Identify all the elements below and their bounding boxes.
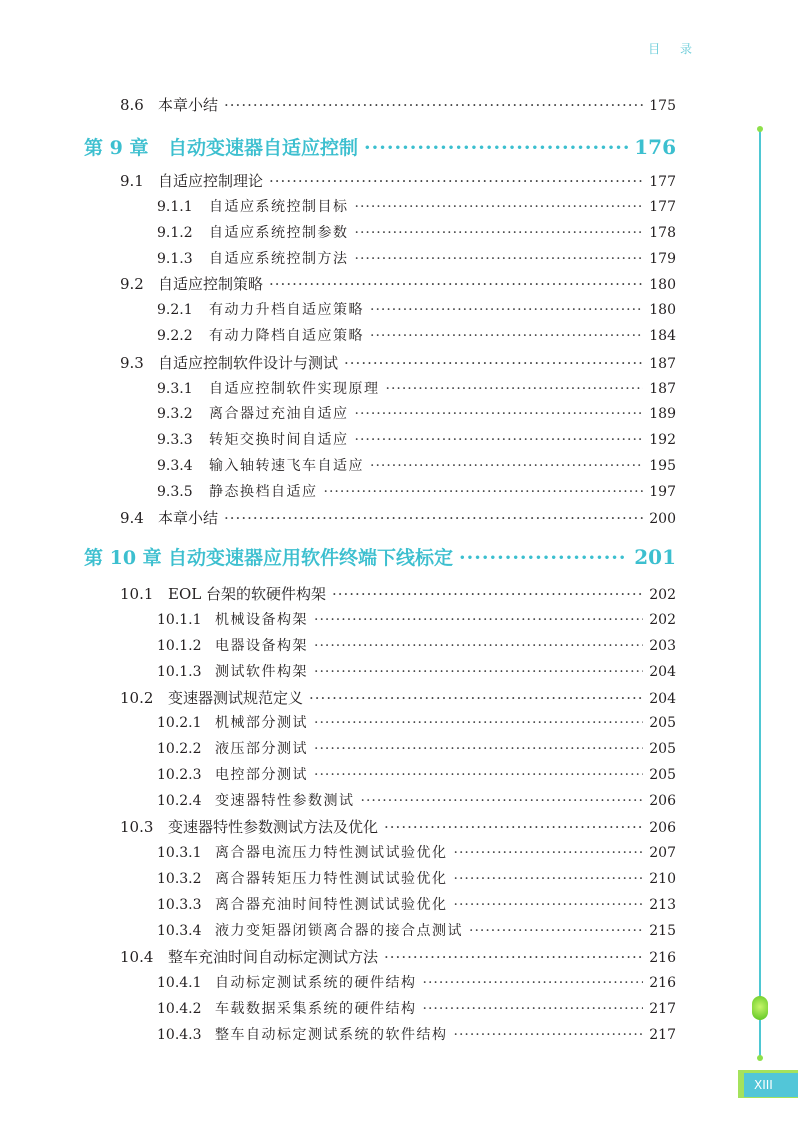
- entry-title: 离合器充油时间特性测试试验优化: [215, 897, 448, 913]
- entry-number: 10.2.3: [157, 767, 202, 783]
- entry-number: 9.2: [120, 275, 144, 293]
- entry-number: 9.2.1: [157, 302, 193, 318]
- toc-chapter-entry[interactable]: [84, 133, 676, 160]
- entry-number: 9.1: [120, 172, 144, 190]
- entry-title: 自动变速器自适应控制: [168, 137, 359, 159]
- entry-number: 9.1.3: [157, 251, 193, 267]
- dot-leader: [423, 975, 644, 991]
- toc-subsection-entry[interactable]: [157, 222, 676, 242]
- dot-leader: [314, 715, 643, 731]
- toc-subsection-entry[interactable]: [157, 1024, 676, 1044]
- entry-page-number: 217: [649, 1027, 676, 1043]
- entry-title: 液压部分测试: [215, 741, 308, 757]
- entry-page-number: 187: [649, 381, 676, 397]
- entry-page-number: 206: [649, 793, 676, 809]
- entry-title: EOL 台架的软硬件构架: [168, 585, 326, 603]
- dot-leader: [309, 689, 643, 707]
- side-decoration-line: [759, 130, 761, 1058]
- entry-number: 10.1.1: [157, 612, 202, 628]
- entry-page-number: 201: [634, 545, 676, 569]
- entry-title: 自动标定测试系统的硬件结构: [215, 975, 417, 991]
- toc-subsection-entry[interactable]: [157, 790, 676, 810]
- entry-number: 第 10 章: [84, 547, 162, 569]
- entry-page-number: 204: [649, 664, 676, 680]
- entry-page-number: 176: [634, 135, 676, 159]
- entry-number: 10.2.2: [157, 741, 202, 757]
- entry-number: 10.4.2: [157, 1001, 202, 1017]
- entry-number: 10.1: [120, 585, 154, 603]
- entry-number: 9.3.5: [157, 484, 193, 500]
- entry-page-number: 205: [649, 741, 676, 757]
- entry-title: 自适应系统控制参数: [209, 225, 349, 241]
- toc-subsection-entry[interactable]: [157, 868, 676, 888]
- toc-subsection-entry[interactable]: [157, 635, 676, 655]
- side-decoration-dot-top: [757, 126, 763, 132]
- dot-leader: [469, 923, 643, 939]
- entry-title: 自适应控制软件设计与测试: [158, 354, 339, 372]
- dot-leader: [269, 275, 643, 293]
- entry-title: 变速器测试规范定义: [168, 689, 304, 707]
- entry-number: 10.4.1: [157, 975, 202, 991]
- entry-page-number: 184: [649, 328, 676, 344]
- entry-title: 有动力升档自适应策略: [209, 302, 364, 318]
- dot-leader: [224, 96, 643, 114]
- entry-title: 自适应系统控制方法: [209, 251, 349, 267]
- entry-title: 自适应控制理论: [158, 172, 264, 190]
- dot-leader: [361, 793, 644, 809]
- entry-number: 9.3: [120, 354, 144, 372]
- dot-leader: [314, 612, 643, 628]
- entry-number: 10.2: [120, 689, 154, 707]
- dot-leader: [423, 1001, 644, 1017]
- entry-number: 9.3.4: [157, 458, 193, 474]
- dot-leader: [454, 1027, 644, 1043]
- entry-page-number: 180: [649, 302, 676, 318]
- entry-number: 8.6: [120, 96, 144, 114]
- dot-leader: [324, 484, 644, 500]
- toc-section-entry[interactable]: [120, 583, 676, 604]
- entry-title: 自适应控制软件实现原理: [209, 381, 380, 397]
- toc-subsection-entry[interactable]: [157, 998, 676, 1018]
- entry-page-number: 203: [649, 638, 676, 654]
- toc-subsection-entry[interactable]: [157, 609, 676, 629]
- toc-subsection-entry[interactable]: [157, 299, 676, 319]
- entry-page-number: 206: [649, 820, 676, 836]
- entry-number: 10.3.4: [157, 923, 202, 939]
- toc-subsection-entry[interactable]: [157, 481, 676, 501]
- entry-page-number: 180: [649, 277, 676, 293]
- toc-section-entry[interactable]: [120, 507, 676, 528]
- toc-subsection-entry[interactable]: [157, 378, 676, 398]
- entry-number: 10.2.4: [157, 793, 202, 809]
- side-decoration-knob: [752, 996, 768, 1020]
- toc-section-entry[interactable]: [120, 170, 676, 191]
- entry-page-number: 177: [649, 174, 676, 190]
- entry-title: 本章小结: [158, 509, 219, 527]
- entry-number: 9.3.3: [157, 432, 193, 448]
- dot-leader: [344, 354, 643, 372]
- toc-subsection-entry[interactable]: [157, 894, 676, 914]
- toc-section-entry[interactable]: [120, 946, 676, 967]
- dot-leader: [224, 509, 643, 527]
- toc-subsection-entry[interactable]: [157, 455, 676, 475]
- entry-number: 10.1.2: [157, 638, 202, 654]
- dot-leader: [454, 897, 644, 913]
- entry-page-number: 215: [649, 923, 676, 939]
- entry-title: 液力变矩器闭锁离合器的接合点测试: [215, 923, 463, 939]
- entry-page-number: 202: [649, 587, 676, 603]
- entry-number: 10.2.1: [157, 715, 202, 731]
- entry-number: 10.4.3: [157, 1027, 202, 1043]
- entry-title: 离合器电流压力特性测试试验优化: [215, 845, 448, 861]
- toc-section-entry[interactable]: [120, 687, 676, 708]
- dot-leader: [384, 948, 643, 966]
- toc-subsection-entry[interactable]: [157, 429, 676, 449]
- dot-leader: [355, 225, 644, 241]
- header-label: 目 录: [648, 42, 700, 56]
- entry-title: 电器设备构架: [215, 638, 308, 654]
- entry-page-number: 187: [649, 356, 676, 372]
- entry-number: 9.1.1: [157, 199, 193, 215]
- entry-page-number: 213: [649, 897, 676, 913]
- toc-subsection-entry[interactable]: [157, 972, 676, 992]
- entry-title: 有动力降档自适应策略: [209, 328, 364, 344]
- toc-subsection-entry[interactable]: [157, 196, 676, 216]
- entry-page-number: 177: [649, 199, 676, 215]
- entry-title: 离合器过充油自适应: [209, 406, 349, 422]
- entry-number: 10.3.1: [157, 845, 202, 861]
- toc-subsection-entry[interactable]: [157, 920, 676, 940]
- dot-leader: [269, 172, 643, 190]
- entry-page-number: 178: [649, 225, 676, 241]
- entry-number: 9.4: [120, 509, 144, 527]
- entry-number: 10.3: [120, 818, 154, 836]
- toc-subsection-entry[interactable]: [157, 712, 676, 732]
- dot-leader: [370, 458, 643, 474]
- toc-subsection-entry[interactable]: [157, 248, 676, 268]
- dot-leader: [370, 302, 643, 318]
- entry-page-number: 197: [649, 484, 676, 500]
- entry-page-number: 216: [649, 950, 676, 966]
- dot-leader: [384, 818, 643, 836]
- dot-leader: [314, 741, 643, 757]
- entry-title: 自适应控制策略: [158, 275, 264, 293]
- dot-leader: [355, 251, 644, 267]
- toc-subsection-entry[interactable]: [157, 661, 676, 681]
- entry-number: 10.1.3: [157, 664, 202, 680]
- dot-leader: [314, 767, 643, 783]
- entry-number: 10.3.2: [157, 871, 202, 887]
- entry-title: 机械部分测试: [215, 715, 308, 731]
- toc-subsection-entry[interactable]: [157, 325, 676, 345]
- entry-title: 整车自动标定测试系统的软件结构: [215, 1027, 448, 1043]
- entry-title: 本章小结: [158, 96, 219, 114]
- entry-page-number: 210: [649, 871, 676, 887]
- entry-page-number: 195: [649, 458, 676, 474]
- dot-leader: [314, 664, 643, 680]
- entry-title: 电控部分测试: [215, 767, 308, 783]
- entry-page-number: 204: [649, 691, 676, 707]
- entry-page-number: 217: [649, 1001, 676, 1017]
- page-number: XIII: [744, 1073, 798, 1097]
- entry-page-number: 205: [649, 715, 676, 731]
- entry-number: 第 9 章: [84, 137, 149, 159]
- entry-number: 9.2.2: [157, 328, 193, 344]
- entry-title: 机械设备构架: [215, 612, 308, 628]
- entry-number: 10.4: [120, 948, 154, 966]
- dot-leader: [355, 199, 644, 215]
- entry-page-number: 179: [649, 251, 676, 267]
- entry-page-number: 205: [649, 767, 676, 783]
- entry-page-number: 207: [649, 845, 676, 861]
- entry-title: 离合器转矩压力特性测试试验优化: [215, 871, 448, 887]
- entry-page-number: 175: [649, 98, 676, 114]
- entry-page-number: 192: [649, 432, 676, 448]
- entry-page-number: 216: [649, 975, 676, 991]
- toc-subsection-entry[interactable]: [157, 842, 676, 862]
- entry-title: 车载数据采集系统的硬件结构: [215, 1001, 417, 1017]
- toc-subsection-entry[interactable]: [157, 738, 676, 758]
- entry-number: 9.1.2: [157, 225, 193, 241]
- dot-leader: [386, 381, 644, 397]
- dot-leader: [355, 406, 644, 422]
- entry-title: 自适应系统控制目标: [209, 199, 349, 215]
- toc-subsection-entry[interactable]: [157, 403, 676, 423]
- side-decoration-dot-bottom: [757, 1055, 763, 1061]
- entry-title: 静态换档自适应: [209, 484, 318, 500]
- dot-leader: [314, 638, 643, 654]
- toc-chapter-entry[interactable]: [84, 543, 676, 570]
- entry-number: 10.3.3: [157, 897, 202, 913]
- dot-leader: [454, 845, 644, 861]
- toc-section-entry[interactable]: [120, 94, 676, 115]
- entry-page-number: 189: [649, 406, 676, 422]
- dot-leader: [370, 328, 643, 344]
- toc-section-entry[interactable]: [120, 352, 676, 373]
- entry-title: 变速器特性参数测试: [215, 793, 355, 809]
- dot-leader: [454, 871, 644, 887]
- toc-subsection-entry[interactable]: [157, 764, 676, 784]
- entry-page-number: 202: [649, 612, 676, 628]
- entry-title: 输入轴转速飞车自适应: [209, 458, 364, 474]
- dot-leader: [332, 585, 643, 603]
- entry-number: 9.3.1: [157, 381, 193, 397]
- entry-page-number: 200: [649, 511, 676, 527]
- entry-title: 整车充油时间自动标定测试方法: [168, 948, 379, 966]
- toc-section-entry[interactable]: [120, 816, 676, 837]
- toc-section-entry[interactable]: [120, 273, 676, 294]
- entry-title: 转矩交换时间自适应: [209, 432, 349, 448]
- dot-leader: [364, 137, 628, 159]
- dot-leader: [355, 432, 644, 448]
- entry-title: 变速器特性参数测试方法及优化: [168, 818, 379, 836]
- entry-title: 测试软件构架: [215, 664, 308, 680]
- entry-number: 9.3.2: [157, 406, 193, 422]
- entry-title: 自动变速器应用软件终端下线标定: [168, 547, 454, 569]
- dot-leader: [459, 547, 628, 569]
